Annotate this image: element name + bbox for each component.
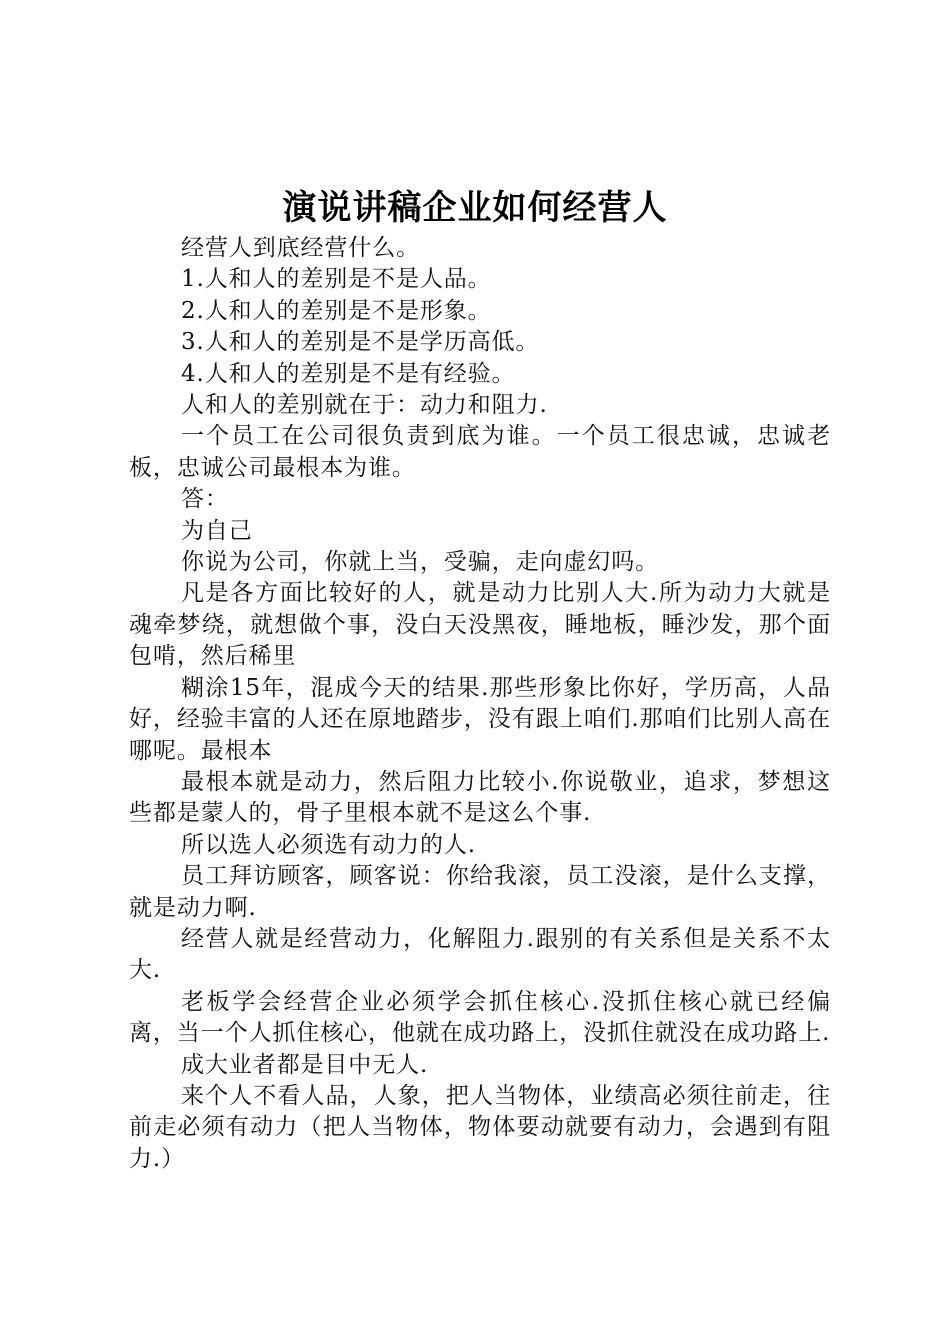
paragraph: 一个员工在公司很负责到底为谁。一个员工很忠诚，忠诚老板，忠诚公司最根本为谁。 (129, 423, 831, 481)
paragraph: 2.人和人的差别是不是形象。 (181, 297, 492, 324)
paragraph: 为自己 (181, 517, 253, 544)
paragraph: 老板学会经营企业必须学会抓住核心.没抓住核心就已经偏离，当一个人抓住核心，他就在成功路上，没抓住就没在成功路上. (129, 988, 831, 1047)
paragraph: 3.人和人的差别是不是学历高低。 (181, 329, 540, 356)
paragraph: 经营人到底经营什么。 (181, 235, 420, 261)
paragraph: 4.人和人的差别是不是有经验。 (181, 360, 516, 387)
paragraph: 所以选人必须选有动力的人. (181, 831, 477, 858)
paragraph: 来个人不看人品，人象，把人当物体，业绩高必须往前走，往前走必须有动力（把人当物体，物体要动就要有动力，会遇到有阻力.） (129, 1082, 831, 1172)
paragraph: 经营人就是经营动力，化解阻力.跟别的有关系但是关系不太大. (129, 925, 831, 984)
document-body (129, 233, 831, 1175)
document-title: 演说讲稿企业如何经营人 (282, 188, 668, 228)
paragraph: 人和人的差别就在于：动力和阻力. (181, 392, 548, 419)
paragraph: 答： (181, 486, 229, 513)
paragraph: 成大业者都是目中无人. (181, 1051, 429, 1078)
paragraph: 最根本就是动力，然后阻力比较小.你说敬业，追求，梦想这些都是蒙人的，骨子里根本就不是这么个事. (129, 768, 831, 827)
paragraph: 1.人和人的差别是不是人品。 (181, 266, 492, 293)
paragraph: 员工拜访顾客，顾客说：你给我滚，员工没滚，是什么支撑，就是动力啊. (129, 863, 831, 921)
paragraph: 你说为公司，你就上当，受骗，走向虚幻吗。 (181, 549, 659, 576)
paragraph: 凡是各方面比较好的人，就是动力比别人大.所为动力大就是魂牵梦绕，就想做个事，没白天没黑夜，睡地板，睡沙发，那个面包啃，然后稀里 (129, 580, 831, 670)
paragraph: 糊涂15年，混成今天的结果.那些形象比你好，学历高，人品好，经验丰富的人还在原地踏步，没有跟上咱们.那咱们比别人高在哪呢。最根本 (129, 674, 831, 764)
